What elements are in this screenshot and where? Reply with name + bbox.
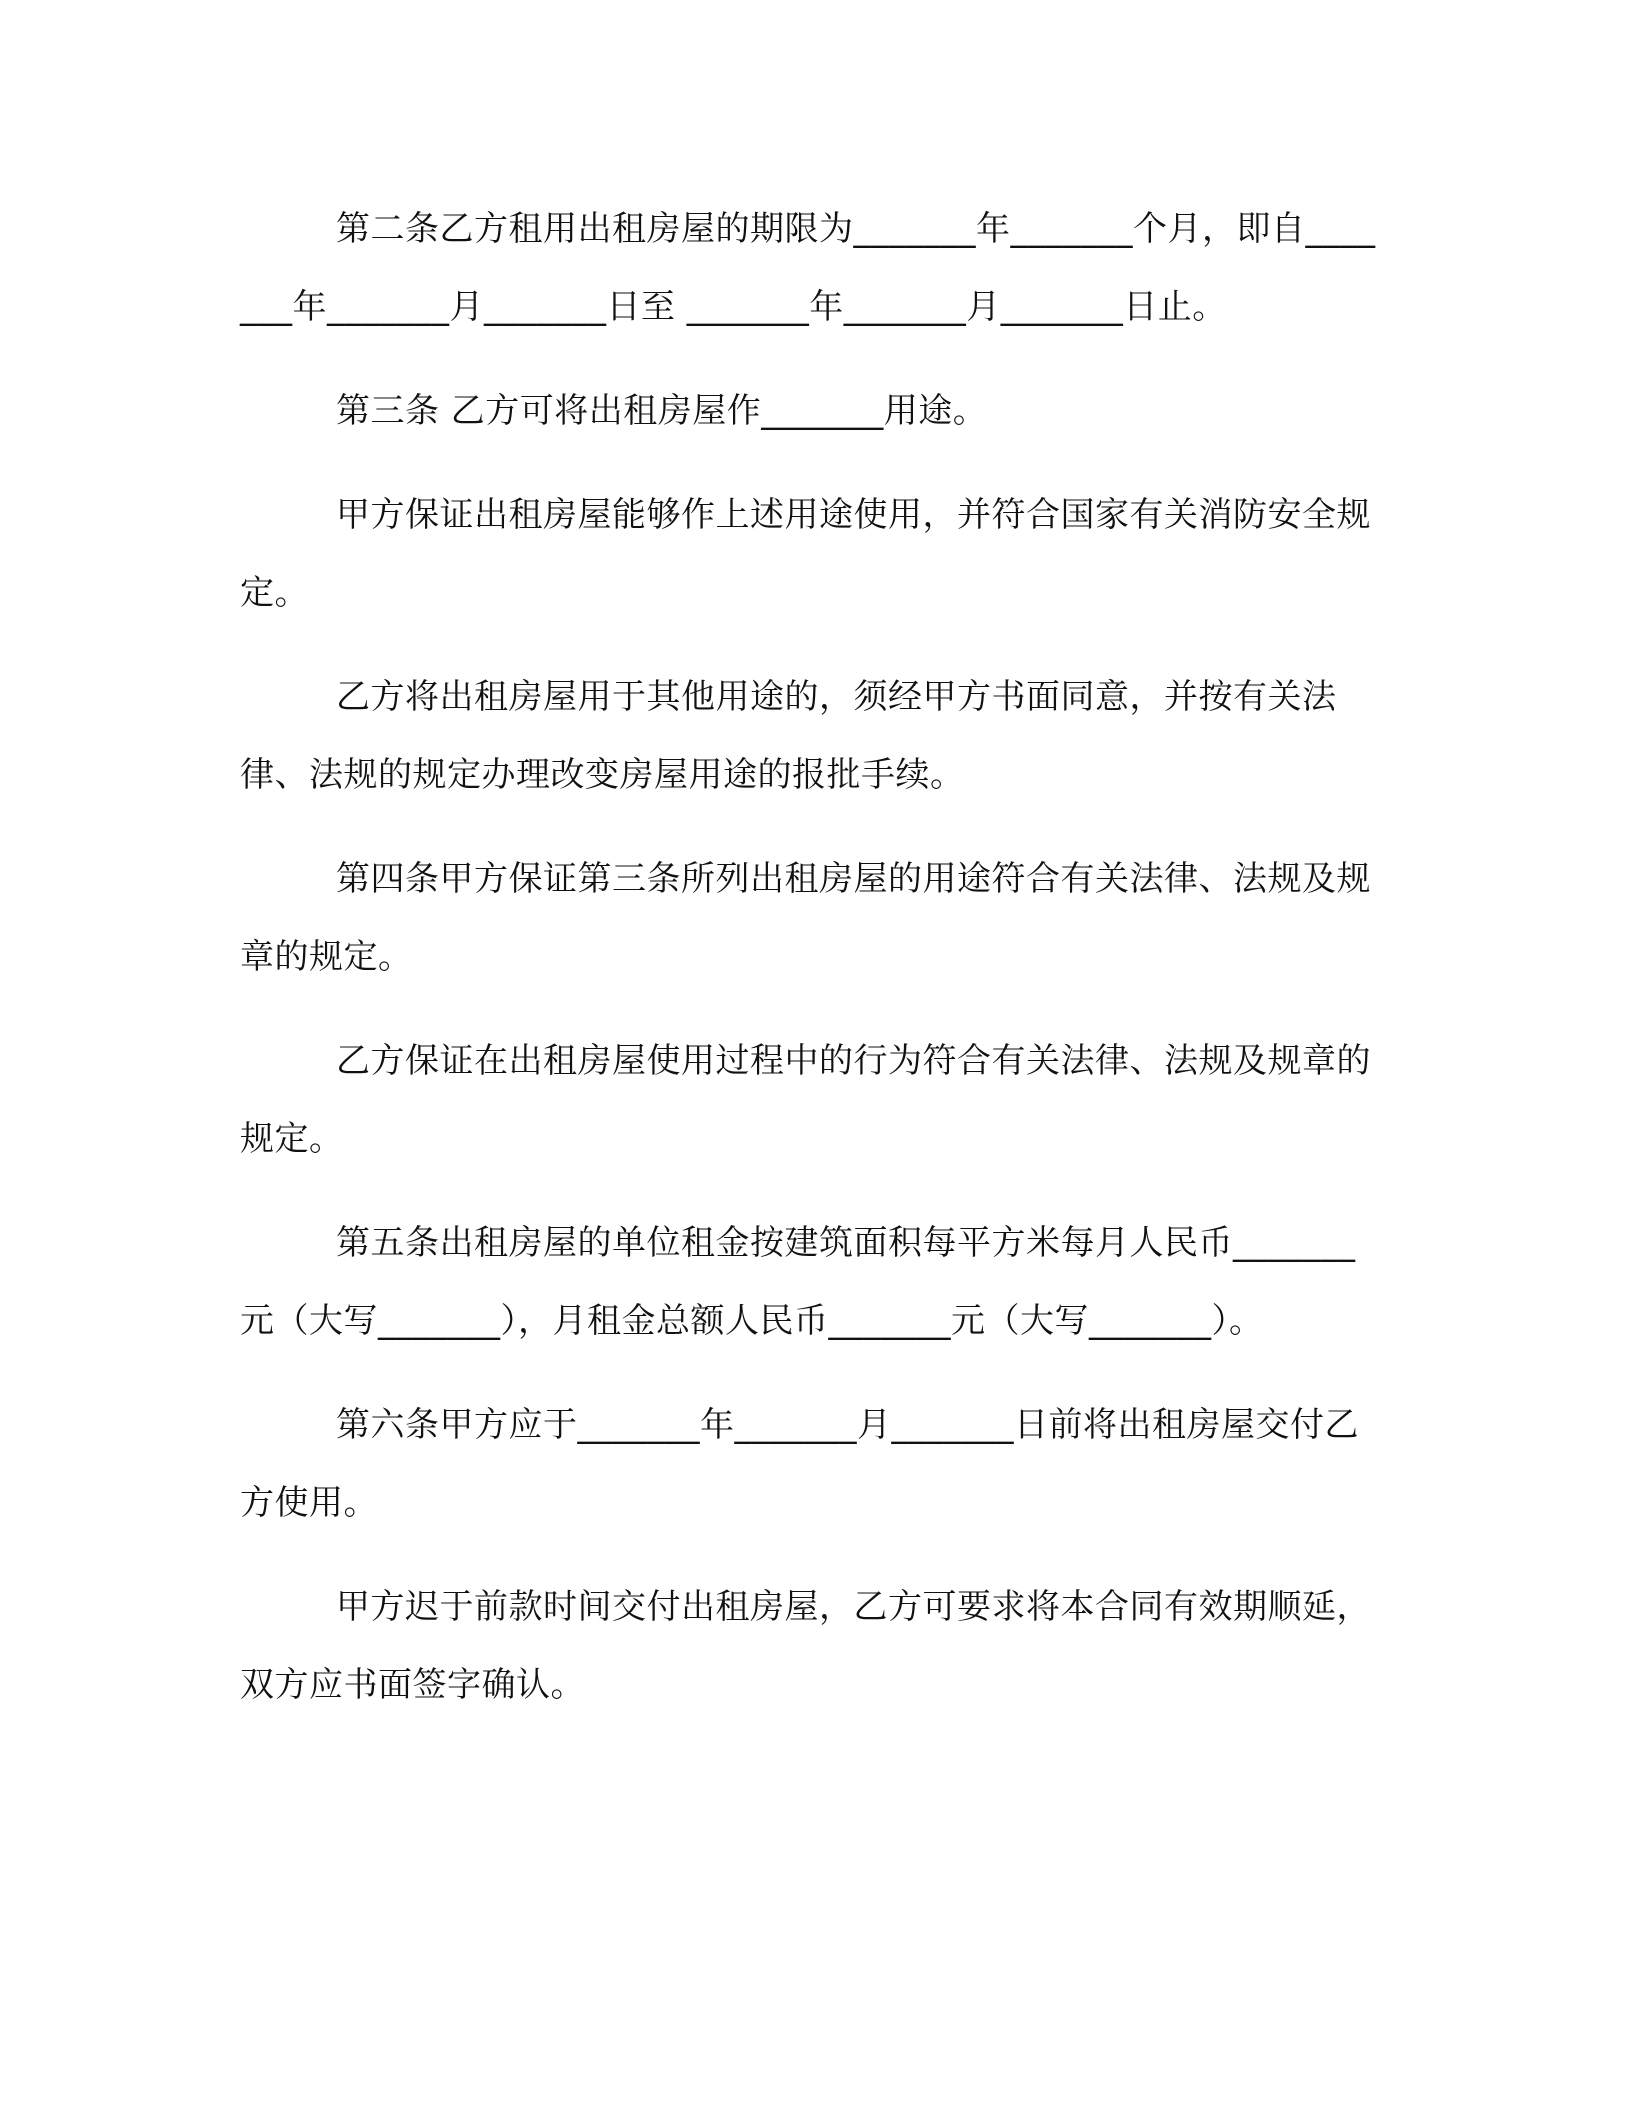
clause-6-delivery-date: 第六条甲方应于_______年_______月_______日前将出租房屋交付乙方使用。 [240, 1405, 1359, 1523]
clause-3-usage: 第三条 乙方可将出租房屋作_______用途。 [336, 391, 988, 431]
clause-2-term: 第二条乙方租用出租房屋的期限为_______年_______个月，即自_______年_______月_______日至 _______年_______月_______日止。 [240, 209, 1376, 327]
document-body [240, 190, 1380, 1724]
clause-3-change-of-use: 乙方将出租房屋用于其他用途的，须经甲方书面同意，并按有关法律、法规的规定办理改变房屋用途的报批手续。 [240, 677, 1337, 795]
clause-4-landlord-compliance: 第四条甲方保证第三条所列出租房屋的用途符合有关法律、法规及规章的规定。 [240, 859, 1371, 977]
clause-3-landlord-guarantee: 甲方保证出租房屋能够作上述用途使用，并符合国家有关消防安全规定。 [240, 495, 1371, 613]
clause-5-rent: 第五条出租房屋的单位租金按建筑面积每平方米每月人民币_______元（大写_______），月租金总额人民币_______元（大写_______）。 [240, 1223, 1356, 1341]
clause-6-late-delivery: 甲方迟于前款时间交付出租房屋，乙方可要求将本合同有效期顺延，双方应书面签字确认。 [240, 1587, 1371, 1705]
clause-4-tenant-compliance: 乙方保证在出租房屋使用过程中的行为符合有关法律、法规及规章的规定。 [240, 1041, 1371, 1159]
